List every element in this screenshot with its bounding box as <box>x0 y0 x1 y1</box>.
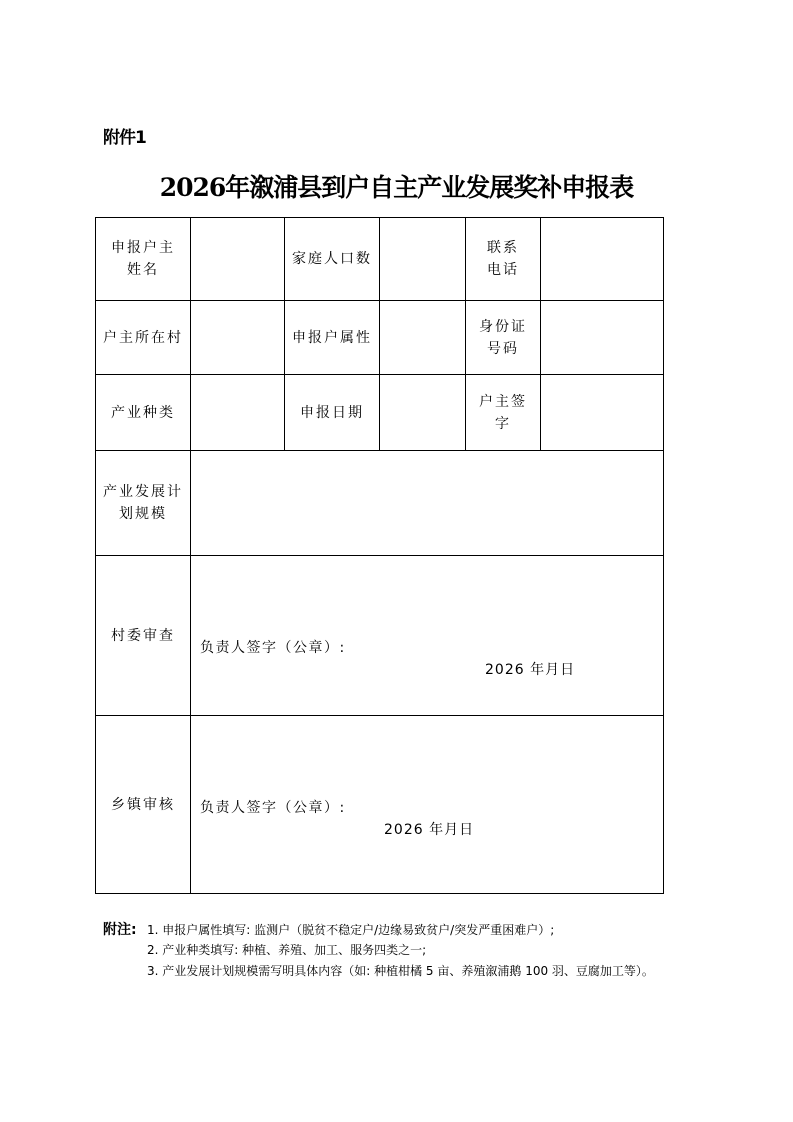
form-row-village <box>96 301 664 375</box>
development-plan-label: 产业发展计 划规模 <box>103 484 183 522</box>
form-row-applicant <box>96 218 664 301</box>
village-review-label: 村委审查 <box>111 627 175 644</box>
applicant-attribute-label-cell <box>285 301 380 375</box>
application-date-field[interactable] <box>380 375 466 451</box>
householder-signature-field[interactable] <box>541 375 664 451</box>
development-plan-label-cell <box>96 451 191 556</box>
township-review-signature-line: 负责人签字（公章）: <box>200 800 346 816</box>
development-plan-field[interactable] <box>191 451 664 556</box>
phone-label-cell <box>466 218 541 301</box>
applicant-attribute-field[interactable] <box>380 301 466 375</box>
phone-field[interactable] <box>541 218 664 301</box>
applicant-attribute-label: 申报户属性 <box>292 329 372 346</box>
township-review-date-line: 2026 年月日 <box>384 822 475 838</box>
notes-section <box>103 918 654 978</box>
form-row-township-review <box>96 716 664 894</box>
applicant-name-label: 申报户主 姓名 <box>111 240 175 278</box>
village-label: 户主所在村 <box>103 329 183 346</box>
industry-type-label-cell <box>96 375 191 451</box>
township-review-field[interactable] <box>191 716 664 894</box>
village-review-signature-line: 负责人签字（公章）: <box>200 640 346 656</box>
form-title: 2026年溆浦县到户自主产业发展奖补申报表 <box>159 173 634 202</box>
application-date-label-cell <box>285 375 380 451</box>
village-review-label-cell <box>96 556 191 716</box>
id-number-label: 身份证 号码 <box>479 318 527 357</box>
household-size-label-cell <box>285 218 380 301</box>
form-row-plan <box>96 451 664 556</box>
industry-type-label: 产业种类 <box>111 404 175 421</box>
id-number-label-cell <box>466 301 541 375</box>
household-size-label: 家庭人口数 <box>292 251 372 267</box>
industry-type-field[interactable] <box>191 375 285 451</box>
applicant-name-field[interactable] <box>191 218 285 301</box>
householder-signature-label: 户主签 字 <box>479 393 527 432</box>
application-date-label: 申报日期 <box>300 404 364 421</box>
township-review-label-cell <box>96 716 191 894</box>
phone-label: 联系 电话 <box>487 240 519 278</box>
household-size-field[interactable] <box>380 218 466 301</box>
note-item: 2. 产业种类填写: 种植、养殖、加工、服务四类之一; <box>147 943 427 957</box>
householder-signature-label-cell <box>466 375 541 451</box>
id-number-field[interactable] <box>541 301 664 375</box>
township-review-label: 乡镇审核 <box>111 796 175 813</box>
village-review-date-line: 2026 年月日 <box>485 662 576 678</box>
applicant-name-label-cell <box>96 218 191 301</box>
village-field[interactable] <box>191 301 285 375</box>
village-label-cell <box>96 301 191 375</box>
application-form-table <box>95 217 664 894</box>
form-row-industry <box>96 375 664 451</box>
notes-heading: 附注: <box>103 922 137 938</box>
form-row-village-review <box>96 556 664 716</box>
village-review-field[interactable] <box>191 556 664 716</box>
note-item: 1. 申报户属性填写: 监测户（脱贫不稳定户/边缘易致贫户/突发严重困难户）; <box>147 923 555 937</box>
note-item: 3. 产业发展计划规模需写明具体内容（如: 种植柑橘 5 亩、养殖溆浦鹅 100 羽、豆腐加工等）。 <box>147 964 654 978</box>
attachment-label: 附件1 <box>103 128 146 148</box>
